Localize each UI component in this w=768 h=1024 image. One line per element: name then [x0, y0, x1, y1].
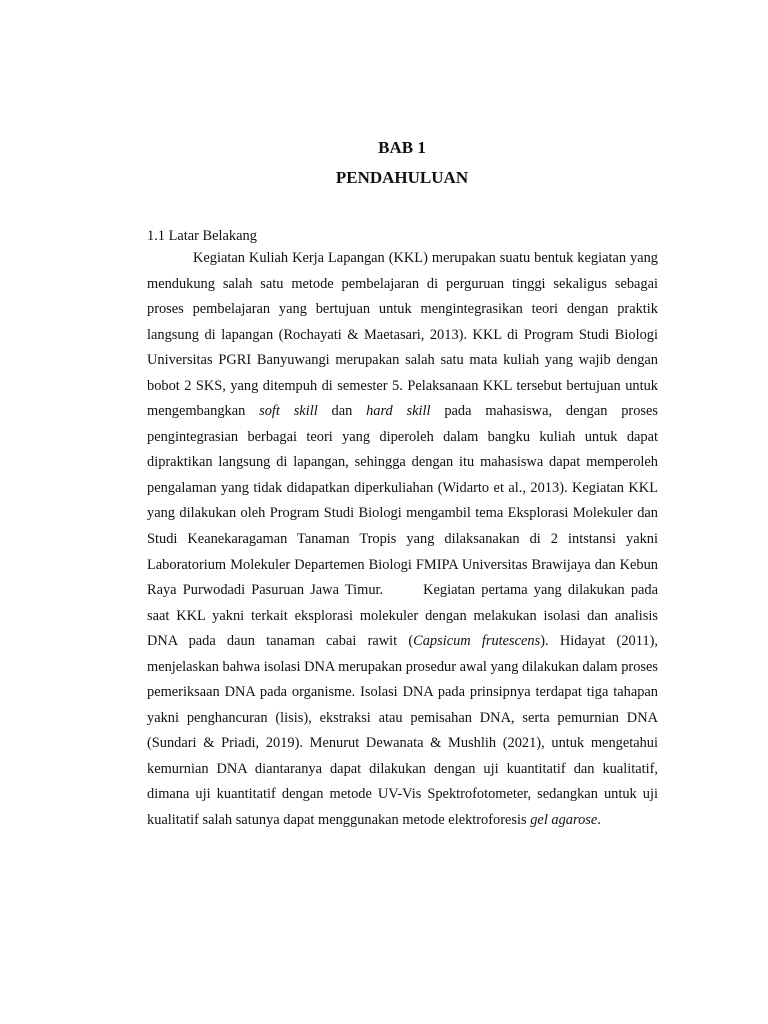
- italic-term-gel-agarose: gel agarose: [530, 812, 598, 829]
- italic-term-soft-skill: soft skill: [259, 403, 318, 420]
- paragraph-text: Kegiatan pertama yang dilakukan pada saat KKL yakni terkait eksplorasi molekuler dengan melakukan isolasi dan analisis DNA pada daun tanaman cabai rawit (: [147, 582, 658, 650]
- chapter-title: PENDAHULUAN: [335, 168, 469, 187]
- italic-term-hard-skill: hard skill: [366, 403, 431, 420]
- paragraph-text: Kegiatan Kuliah Kerja Lapangan (KKL) merupakan suatu bentuk kegiatan yang mendukung salah satu metode pembelajaran di perguruan tinggi sekaligus sebagai proses pembelajaran yang bertujuan untuk mengintegrasikan teori dengan praktik langsung di lapangan (Rochayati & Maetasari, 2013). KKL di Program Studi Biologi Universitas PGRI Banyuwangi merupakan salah satu mata kuliah yang wajib dengan bobot 2 SKS, yang ditempuh di semester 5. Pelaksanaan KKL tersebut bertujuan untuk mengembangkan: [147, 250, 658, 420]
- italic-species-name: Capsicum frutescens: [413, 633, 541, 650]
- paragraph-text: .: [597, 812, 601, 829]
- section-heading: 1.1 Latar Belakang: [147, 228, 257, 244]
- paragraph-text: pada mahasiswa, dengan proses pengintegrasian berbagai teori yang diperoleh dalam bangku kuliah untuk dapat dipraktikan langsung di lapangan, sehingga dengan itu mahasiswa dapat memperoleh pengalaman yang tidak didapatkan diperkuliahan (Widarto et al., 2013). Kegiatan KKL yang dilakukan oleh Program Studi Biologi mengambil tema Eksplorasi Molekuler dan Studi Keanekaragaman Tanaman Tropis yang dilaksanakan di 2 intstansi yakni Laboratorium Molekuler Departemen Biologi FMIPA Universitas Brawijaya dan Kebun Raya Purwodadi Pasuruan Jawa Timur.: [147, 403, 659, 599]
- body-paragraph: [147, 246, 658, 834]
- paragraph-text: ). Hidayat (2011), menjelaskan bahwa isolasi DNA merupakan prosedur awal yang dilakukan dalam proses pemeriksaan DNA pada organisme. Isolasi DNA pada prinsipnya terdapat tiga tahapan yakni penghancuran (lisis), ekstraksi atau pemisahan DNA, serta pemurnian DNA (Sundari & Priadi, 2019). Menurut Dewanata & Mushlih (2021), untuk mengetahui kemurnian DNA diantaranya dapat dilakukan dengan uji kuantitatif dan kualitatif, dimana uji kuantitatif dengan metode UV-Vis Spektrofotometer, sedangkan untuk uji kualitatif salah satunya dapat menggunakan metode elektroforesis: [147, 633, 658, 829]
- paragraph-text: dan: [317, 403, 367, 420]
- chapter-number: BAB 1: [378, 138, 426, 157]
